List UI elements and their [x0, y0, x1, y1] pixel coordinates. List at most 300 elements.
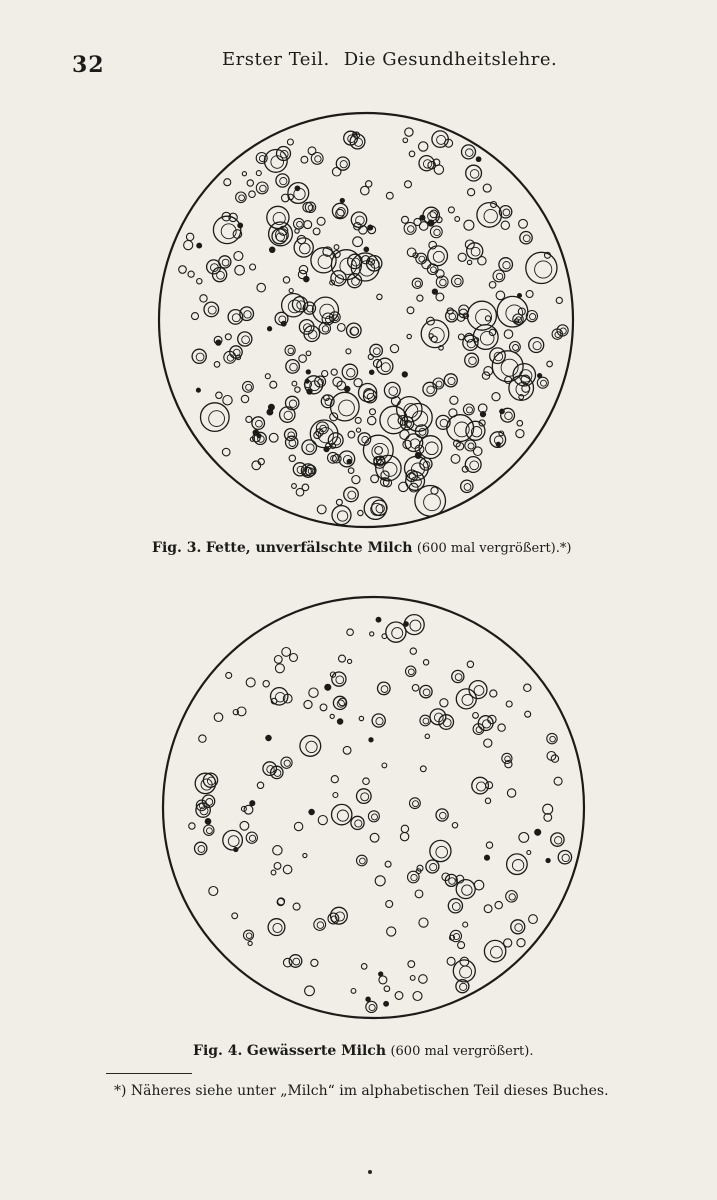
fat-globule-inner-ring [300, 243, 311, 254]
fat-globule [186, 233, 193, 240]
fat-globule-inner-ring [423, 718, 429, 724]
fat-globule [526, 291, 533, 298]
fat-globule-inner-ring [288, 348, 294, 354]
fat-globule [302, 484, 309, 491]
fat-globule [359, 716, 363, 720]
fat-globule-inner-ring [322, 326, 328, 332]
fat-globule-inner-ring [550, 736, 556, 742]
fat-globule [450, 396, 458, 404]
fat-globule [385, 861, 391, 867]
fat-globule-inner-ring [371, 503, 383, 515]
fat-globule [370, 370, 374, 374]
fat-globule [371, 475, 379, 483]
fat-globule [452, 823, 457, 828]
fat-globule-inner-ring [273, 212, 285, 224]
fat-globule [458, 253, 466, 261]
fat-globule [307, 389, 312, 394]
fat-globule [447, 957, 455, 965]
fat-globule [535, 829, 541, 835]
fat-globule [368, 225, 373, 230]
fat-globule [331, 776, 338, 783]
fat-globule-inner-ring [239, 195, 245, 201]
fat-globule [330, 413, 338, 421]
fat-globule [295, 229, 299, 233]
fat-globule [351, 253, 379, 281]
fat-globule [232, 913, 238, 919]
fat-globule-inner-ring [376, 718, 383, 725]
fat-globule-inner-ring [288, 300, 301, 313]
fat-globule [317, 505, 326, 514]
fat-globule [226, 672, 232, 678]
fat-globule [352, 476, 360, 484]
fat-globule [299, 265, 307, 273]
fat-globule [527, 851, 531, 855]
fat-globule-inner-ring [505, 412, 513, 420]
fat-globule [405, 181, 412, 188]
fat-globule [484, 739, 492, 747]
fat-globule [492, 393, 500, 401]
fat-globule [407, 248, 416, 257]
fat-globule [495, 901, 502, 908]
fat-globule [517, 939, 525, 947]
fat-globule [199, 735, 206, 742]
fat-globule-inner-ring [460, 983, 467, 990]
fat-globule [455, 217, 460, 222]
figure-4-note: (600 mal vergrößert). [390, 1044, 534, 1059]
fat-globule [235, 265, 245, 275]
fat-globule [311, 959, 318, 966]
fat-globule-inner-ring [383, 462, 397, 476]
fat-globule [407, 334, 411, 338]
fat-globule [337, 381, 346, 390]
fat-globule [274, 863, 281, 870]
fat-globule [412, 685, 419, 692]
fat-globule [337, 324, 345, 332]
fat-globule [379, 972, 383, 976]
fat-globule-inner-ring [325, 316, 332, 323]
fat-globule [244, 805, 253, 814]
fat-globule-inner-ring [455, 674, 462, 681]
fat-globule [467, 661, 473, 667]
fat-globule [355, 417, 361, 423]
fat-globule [458, 334, 464, 340]
fat-globule [309, 809, 314, 814]
fat-globule [410, 976, 415, 981]
fat-globule [368, 416, 376, 424]
fat-globule [431, 336, 437, 342]
fat-globule [468, 189, 475, 196]
fat-globule [420, 766, 426, 772]
fat-globule [200, 295, 207, 302]
fat-globule [423, 660, 428, 665]
fat-globule-inner-ring [232, 314, 240, 322]
fat-globule [463, 922, 468, 927]
fat-globule [269, 404, 275, 410]
fat-globule-inner-ring [297, 221, 303, 227]
fat-globule [390, 345, 398, 353]
fat-globule [256, 171, 261, 176]
fat-globule [188, 271, 194, 277]
fat-globule [480, 412, 485, 417]
fat-globule [343, 746, 351, 754]
fat-globule [419, 918, 428, 927]
fat-globule [419, 142, 428, 151]
fat-globule [270, 381, 277, 388]
fat-globule [504, 330, 513, 339]
fat-globule [269, 433, 278, 442]
fat-globule [408, 961, 415, 968]
fat-globule [268, 327, 272, 331]
fat-globule [325, 684, 331, 690]
fat-globule [421, 320, 449, 348]
fat-globule-inner-ring [208, 306, 216, 314]
fat-globule [246, 678, 255, 687]
fat-globule [353, 237, 363, 247]
fat-globule-inner-ring [535, 261, 552, 278]
fat-globule [306, 370, 310, 374]
fat-globule-inner-ring [466, 149, 474, 157]
fat-globule [283, 958, 292, 967]
fat-globule-inner-ring [434, 229, 440, 235]
fat-globule-inner-ring [469, 357, 477, 365]
fat-globule-inner-ring [460, 966, 472, 978]
fat-globule [401, 825, 408, 832]
fat-globule [417, 865, 423, 871]
fat-globule-inner-ring [448, 377, 455, 384]
fat-globule [447, 415, 474, 442]
fat-globule-inner-ring [389, 387, 398, 396]
fat-globule [273, 846, 282, 855]
fat-globule [331, 392, 360, 421]
fat-globule-inner-ring [426, 442, 439, 455]
fat-globule [287, 139, 293, 145]
fat-globule [366, 997, 370, 1001]
fat-globule-inner-ring [455, 278, 461, 284]
fat-globule [282, 648, 291, 657]
fat-globule [364, 247, 369, 252]
fat-globule-inner-ring [196, 353, 204, 361]
fat-globule [473, 447, 482, 456]
fat-globule-inner-ring [496, 273, 502, 279]
fat-globule [250, 264, 256, 270]
fat-globule-inner-ring [411, 874, 417, 880]
fat-globule-inner-ring [340, 161, 347, 168]
fat-globule-inner-ring [467, 339, 475, 347]
fat-globule [516, 430, 524, 438]
fat-globule [304, 221, 312, 229]
fat-globule [395, 992, 403, 1000]
fat-globule-inner-ring [408, 226, 415, 233]
fat-globule [179, 266, 187, 274]
fat-globule [293, 903, 300, 910]
fat-globule-inner-ring [348, 135, 356, 143]
fat-globule [409, 151, 415, 157]
fat-globule [240, 821, 249, 830]
fat-globule [507, 789, 515, 797]
fat-globule-inner-ring [477, 782, 486, 791]
fat-globule-inner-ring [415, 281, 421, 287]
fat-globule [448, 207, 454, 213]
fat-globule-inner-ring [207, 828, 213, 834]
fat-globule-inner-ring [464, 484, 471, 491]
fat-globule-inner-ring [515, 924, 523, 932]
fat-globule-inner-ring [337, 511, 347, 521]
fat-globule [490, 690, 497, 697]
fat-globule [249, 191, 256, 198]
fat-globule [347, 629, 354, 636]
fat-globule [358, 510, 363, 515]
fat-globule [458, 942, 465, 949]
fat-globule-inner-ring [244, 311, 251, 318]
fat-globule [415, 486, 446, 517]
fat-globule [556, 297, 562, 303]
watered-milk-globules [189, 615, 572, 1013]
fat-globule [366, 181, 372, 187]
fat-globule-inner-ring [430, 864, 437, 871]
fat-globule [403, 138, 408, 143]
fat-globule-inner-ring [484, 209, 497, 222]
fat-globule [263, 681, 269, 687]
fat-globule-inner-ring [440, 812, 447, 819]
fat-globule-inner-ring [533, 342, 541, 350]
fat-globule-inner-ring [246, 384, 252, 390]
fat-globule [313, 228, 320, 235]
fat-globule [379, 976, 387, 984]
fat-globule-inner-ring [249, 835, 255, 841]
fat-globule [192, 313, 199, 320]
running-head [222, 49, 557, 70]
fat-globule [247, 180, 253, 186]
fat-globule-inner-ring [436, 381, 442, 387]
fat-globule [214, 362, 220, 368]
fat-globule-inner-ring [555, 837, 562, 844]
fat-globule [331, 369, 337, 375]
fat-globule-inner-ring [306, 741, 317, 752]
fat-globule-inner-ring [290, 363, 298, 371]
fat-globule [350, 327, 358, 335]
fat-globule [305, 986, 315, 996]
fat-globule [348, 468, 354, 474]
fat-globule [525, 711, 531, 717]
fat-globule [400, 832, 408, 840]
fat-globule-inner-ring [454, 422, 469, 437]
fat-globule [382, 763, 387, 768]
fat-globule-inner-ring [491, 946, 503, 958]
fat-globule [469, 681, 487, 699]
fat-globule [270, 247, 275, 252]
fat-globule [308, 147, 316, 155]
fat-globule-inner-ring [392, 628, 403, 639]
fat-globule [346, 349, 351, 354]
fat-globule-inner-ring [198, 846, 205, 853]
fat-globule [484, 367, 493, 376]
fat-globule [529, 915, 538, 924]
fat-globule [318, 816, 327, 825]
fat-globule-inner-ring [373, 348, 380, 355]
fat-globule [384, 986, 390, 992]
fat-globule [399, 482, 408, 491]
fat-globule [476, 157, 481, 162]
fat-globule-inner-ring [413, 801, 419, 807]
fat-globule [485, 855, 490, 860]
fat-globule [370, 833, 379, 842]
fat-globule-inner-ring [256, 420, 263, 427]
fat-globule [322, 371, 328, 377]
fat-globule-inner-ring [509, 894, 515, 900]
fat-globule-inner-ring [306, 444, 314, 452]
fat-globule-inner-ring [562, 854, 569, 861]
fat-milk-field-border [159, 113, 573, 527]
fat-globule [330, 714, 334, 718]
fat-globule [295, 387, 300, 392]
fat-globule-inner-ring [360, 858, 366, 864]
fat-globule [478, 257, 486, 265]
fat-globule [376, 617, 381, 622]
fat-globule [384, 1001, 389, 1006]
fat-globule [248, 941, 252, 945]
fat-globule [402, 372, 407, 377]
fat-globule-inner-ring [412, 411, 427, 426]
fat-globule-inner-ring [284, 760, 290, 766]
fat-globule [348, 659, 352, 663]
fat-globule-inner-ring [317, 922, 324, 929]
fat-globule [317, 217, 325, 225]
figure-4-title: Gewässerte Milch [246, 1043, 386, 1059]
fat-globule [419, 436, 442, 459]
fat-globule [289, 289, 293, 293]
fat-globule-inner-ring [423, 689, 430, 696]
fat-globule [402, 216, 409, 223]
fat-globule-inner-ring [280, 178, 287, 185]
fat-globule [440, 699, 448, 707]
fat-globule [436, 293, 444, 301]
fat-globule-inner-ring [468, 443, 474, 449]
fat-globule-inner-ring [246, 933, 252, 939]
fat-globule [386, 901, 393, 908]
fat-globule [197, 279, 202, 284]
running-head-part: Erster Teil. [222, 49, 330, 70]
ink-speck [368, 1170, 372, 1174]
watered-milk-drawing [160, 590, 587, 1025]
fat-globule [303, 853, 307, 857]
fat-globule [425, 734, 429, 738]
fat-globule [554, 777, 562, 785]
fat-globule [486, 782, 493, 789]
fat-globule [275, 664, 284, 673]
fat-globule [417, 295, 423, 301]
fat-globule-inner-ring [222, 259, 229, 266]
fat-globule [519, 219, 528, 228]
fat-globule [242, 172, 246, 176]
fat-globule-inner-ring [315, 156, 321, 162]
fat-globule [290, 654, 298, 662]
fat-globule-inner-ring [474, 686, 484, 696]
fat-globule [407, 307, 414, 314]
fat-globule [500, 409, 505, 414]
fat-globule [271, 870, 276, 875]
fat-globule [405, 128, 413, 136]
fat-globule [197, 243, 202, 248]
fat-globule [473, 713, 479, 719]
fat-globule-inner-ring [336, 676, 344, 684]
fat-globule-inner-ring [348, 491, 356, 499]
fat-globule-inner-ring [440, 279, 447, 286]
figure-3-title: Fette, unverfälschte Milch [205, 540, 413, 556]
figure-4-caption [193, 1043, 533, 1059]
fat-globule-inner-ring [480, 331, 494, 345]
fat-globule [306, 351, 311, 356]
fat-globule [369, 738, 373, 742]
fat-globule-inner-ring [503, 262, 510, 269]
fat-globule-inner-ring [318, 255, 332, 269]
fat-globule-inner-ring [408, 669, 414, 675]
running-head-title: Die Gesundheitslehre. [343, 49, 558, 70]
fat-globule [375, 447, 383, 455]
fat-globule [333, 793, 338, 798]
fat-globule [354, 379, 362, 387]
figure-3-label: Fig. 3. [152, 540, 202, 556]
fat-milk-drawing [152, 110, 580, 530]
fat-globule [334, 245, 339, 250]
fat-globule-inner-ring [367, 393, 374, 400]
fat-globule-inner-ring [462, 885, 472, 895]
fat-globule [292, 381, 297, 386]
fat-globule-inner-ring [355, 820, 362, 827]
fat-globule [375, 876, 385, 886]
fat-globule [453, 960, 475, 982]
fat-globule [519, 833, 529, 843]
fat-globule-inner-ring [541, 380, 547, 386]
fat-globule [460, 957, 469, 966]
fat-globule [336, 499, 342, 505]
fat-globule-inner-ring [337, 810, 348, 821]
fat-globule-inner-ring [293, 958, 300, 965]
fat-globule-inner-ring [467, 407, 473, 413]
fat-globule [486, 842, 492, 848]
fat-globule-inner-ring [436, 846, 448, 858]
fat-globule [214, 713, 223, 722]
fat-globule [477, 203, 502, 228]
fat-globule [387, 927, 396, 936]
fat-globule [434, 165, 443, 174]
fat-globule [498, 724, 505, 731]
fat-globule [250, 801, 255, 806]
fat-globule [257, 782, 263, 788]
fat-globule [356, 428, 360, 432]
fat-globule [370, 409, 376, 415]
fat-globule [292, 484, 297, 489]
fat-globule-inner-ring [381, 686, 388, 693]
fat-globule [464, 220, 474, 230]
fat-globule [420, 215, 425, 220]
fat-globule [526, 252, 557, 283]
fat-globule [451, 455, 460, 464]
fat-globule-inner-ring [209, 411, 225, 427]
fat-globule-inner-ring [513, 345, 519, 351]
fat-globule [484, 905, 492, 913]
fat-globule [337, 719, 342, 724]
fat-globule [485, 798, 490, 803]
fat-globule-inner-ring [273, 923, 282, 932]
fat-globule [184, 241, 193, 250]
fat-globule [348, 431, 355, 438]
fat-globule [431, 487, 438, 494]
fat-globule [301, 156, 308, 163]
fat-globule [274, 656, 282, 664]
fat-globule [361, 964, 367, 970]
fat-globule [216, 392, 222, 398]
fat-globule [241, 395, 248, 402]
